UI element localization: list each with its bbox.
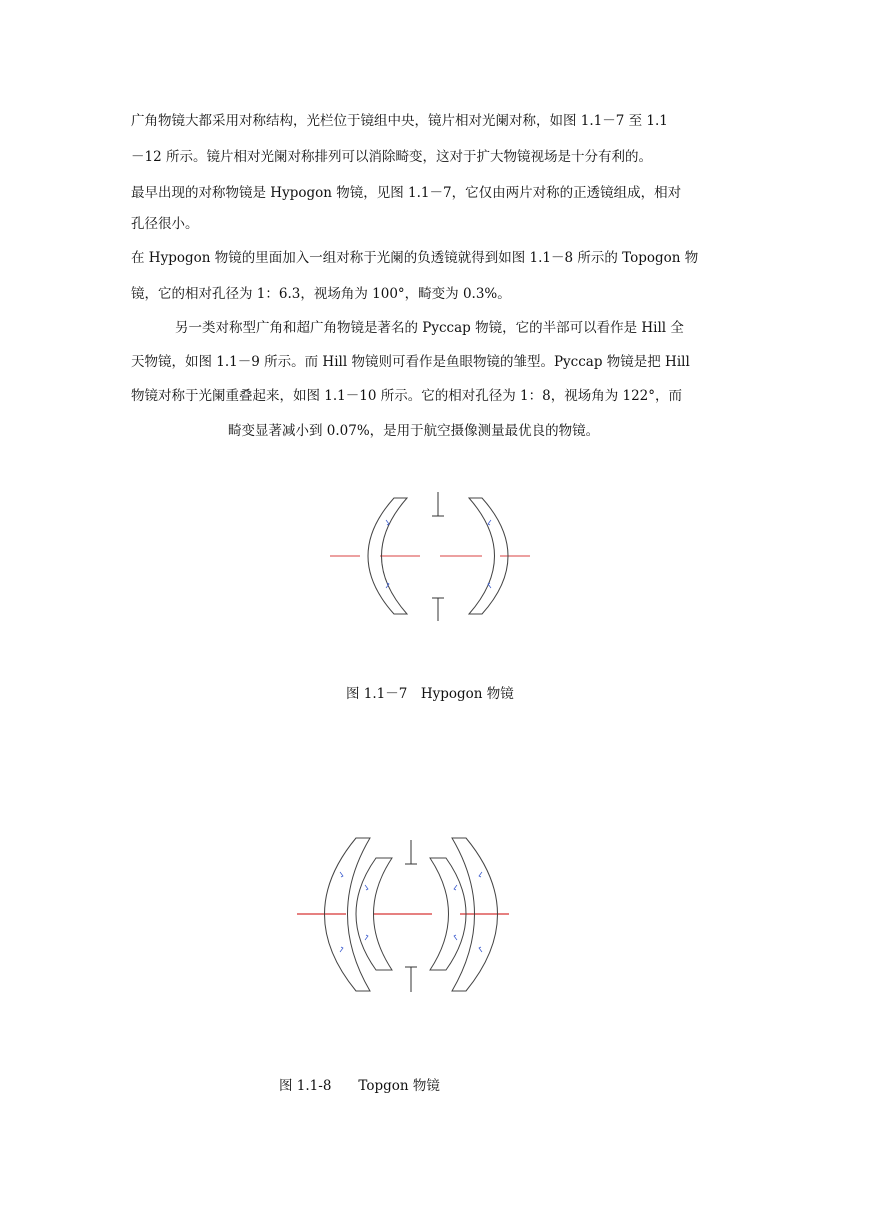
paragraph-line-7: 另一类对称型广角和超广角物镜是著名的 Pyccap 物镜，它的半部可以看作是 Hill 全 — [175, 320, 684, 336]
figure-caption-topogon: 图 1.1-8 Topgon 物镜 — [279, 1078, 440, 1094]
paragraph-line-5: 在 Hypogon 物镜的里面加入一组对称于光阑的负透镜就得到如图 1.1－8 所示的 Topogon 物 — [131, 250, 699, 266]
figure-caption-hypogon: 图 1.1－7 Hypogon 物镜 — [346, 686, 514, 702]
topogon-lens-diagram — [297, 838, 509, 992]
paragraph-line-9: 物镜对称于光阑重叠起来，如图 1.1－10 所示。它的相对孔径为 1：8，视场角为 122°，而 — [131, 388, 683, 404]
hypogon-stop — [432, 492, 444, 621]
paragraph-line-2: －12 所示。镜片相对光阑对称排列可以消除畸变，这对于扩大物镜视场是十分有利的。 — [131, 149, 652, 165]
paragraph-line-3: 最早出现的对称物镜是 Hypogon 物镜，见图 1.1－7，它仅由两片对称的正透镜组成，相对 — [131, 185, 682, 201]
paragraph-line-10: 畸变显著减小到 0.07%，是用于航空摄像测量最优良的物镜。 — [228, 423, 600, 439]
paragraph-line-1: 广角物镜大都采用对称结构，光栏位于镜组中央，镜片相对光阑对称，如图 1.1－7 至 1.1 — [131, 113, 668, 129]
paragraph-line-6: 镜，它的相对孔径为 1：6.3，视场角为 100°，畸变为 0.3%。 — [131, 286, 511, 302]
paragraph-line-4: 孔径很小。 — [131, 216, 199, 232]
hypogon-arrow-marks — [386, 520, 491, 588]
paragraph-line-8: 天物镜，如图 1.1－9 所示。而 Hill 物镜则可看作是鱼眼物镜的雏型。Pyccap 物镜是把 Hill — [131, 354, 690, 370]
topogon-stop — [405, 840, 417, 992]
